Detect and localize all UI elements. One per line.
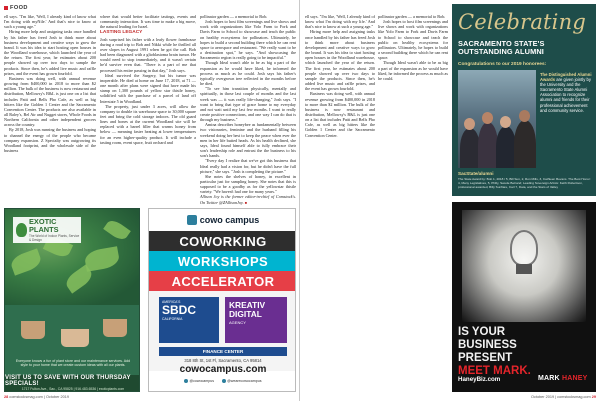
- paragraph: By 2018, Josh was running the business and hoping to channel the energy of the people who became company expansion. Z Specialty was outgrowing its Woodland footprint, and the wholesale side of the business: [4, 127, 96, 154]
- accelerator-band: ACCELERATOR: [149, 271, 296, 291]
- coworking-band: COWORKING: [149, 231, 296, 251]
- lightbulb-base-icon: [516, 264, 532, 274]
- finance-center-bar: FINANCE CENTER: [159, 347, 287, 356]
- ad-address: 1717 Fulton Ave., Sac., CA 95825 | 916.483.6536 | exoticplants.com: [21, 387, 125, 391]
- social-handle-1[interactable]: @cowocampus: [184, 379, 214, 383]
- paragraph: ell says. "I'm like, 'Well, I already kind of know what I'm doing with my life.' And that's nice to know at such a young age.": [305, 14, 375, 30]
- instagram-icon: [184, 379, 188, 383]
- congrats-line: Congratulations to our 2019 honorees:: [458, 62, 547, 67]
- social-handle-2[interactable]: @wearecowocampus: [222, 379, 261, 383]
- paragraph: pollinator garden — a memorial to Bob.: [200, 14, 268, 19]
- section-label-text: FOOD: [10, 5, 28, 11]
- right-page: [301, 0, 600, 401]
- paragraph: She notes the shelves of honey, in excellent in particular just for sampling honey. She notes that this is supposed to be a goodby as for the yellowstar thistle variety. "We haven't had one for many years.": [200, 173, 296, 195]
- plant-pot-icon: [103, 319, 127, 337]
- paragraph: Though Ideal wasn't able to be as big a part of the expansion as he would have liked, he informed the process as much as he could.: [378, 60, 449, 81]
- paragraph: Business was doing well, with annual revenue growing from $400,000 in 2018 to more than $2 million. The bulk of the business is now restaurant and distribution, Mellowsy's B&L is just one on a list that includes Patti and Bells Pho Cafe, as well as big hitters like the Golden 1 Center and the Sacramento Convention Center.: [305, 91, 375, 138]
- author-byline: Allison Joy is the former editor-in-chief of Comstock's. On Twitter @ZAllisonJoy. ■: [200, 194, 296, 205]
- paragraph: where that would better facilitate tastings, events and community interaction. It was time to make a big move, the natural leading for Israel.: [100, 14, 196, 30]
- celebrating-script: Celebrating: [458, 10, 586, 34]
- visit-callout: VISIT US TO SAVE WITH OUR THURSDAY SPECIALS!: [5, 375, 131, 387]
- plant-pot-icon: [21, 321, 45, 339]
- ad-question: IS YOUR BUSINESS PRESENT MEET MARK.: [458, 326, 531, 377]
- award-description: The Distinguished Alumni Awards are given jointly by the University and the Sacramento State Alumni Association to recognize alumni and friends for their professional achievement and community service.: [540, 72, 592, 113]
- leaf-icon: [16, 223, 27, 237]
- article-column-1: [4, 14, 96, 153]
- article-column-2: [100, 14, 196, 145]
- section-marker-icon: [4, 6, 8, 10]
- paragraph: Ideal survived the Surgery, but his tumor was inoperable. He died at home on June 17, 2018, at 71 — one month after plans were signed that have made his stamp on 1,300 pounds of yellow star thistle honey, solidified with the purchase of a parcel of land off Interstate 5 in Woodland.: [100, 72, 196, 104]
- article-column-3: [200, 14, 296, 206]
- ad-footer-bar: [5, 375, 140, 391]
- mark-haney-logo: MARK HANEY: [538, 375, 588, 382]
- workshops-band: WORKSHOPS: [149, 251, 296, 271]
- facebook-icon: [222, 379, 226, 383]
- exotic-plants-ad[interactable]: [4, 208, 140, 392]
- sac-state-alumni-ad[interactable]: [452, 4, 596, 196]
- article-column-4: [305, 14, 375, 138]
- page-folio-right: October 2019 | comstocksmag.com 29: [531, 395, 596, 399]
- paragraph: Josh surprised his father with a leafy flower farmhouse during a road trip to Bob and Nikki while he thrilled all over slopes in August 1991 when he got the call. Bob had been diagnosed with a glioblastoma brain tumor. He would need to stop immediately, and it wasn't certain he'd survive even that. "There is a part of me that processed his entire passing in that day," Josh says.: [100, 36, 196, 73]
- ad-body-text: Everyone knows a fun of plant store and our maintenance services. Add style to your home that we create custom ideas with all our plants.: [15, 359, 131, 368]
- paragraph: Amina describes honeybee as fundamentally between two visionaries, feminine and the husband filling his weekend doing her best to keep the peace when ever the men in her life butted heads. As his health declined, she says, Ideal found himself able to fully embrace their son's leadership role and entrust the the business to his son's hands.: [200, 122, 296, 159]
- paragraph: Josh hopes to host film screenings and live shows and work with organizations like Yolo Farm to Fork and Davis Farm to School to showcase and teach the public on healthy ecosystems for pollinators. Ultimately, he hopes to build a second building there which he can rent space to aerospace and restaurant. "We really want to be a destination spot," he says. "And showcasing the Sacramento region is really going to be impactful.": [200, 19, 296, 61]
- photo-caption: The State Award by: Bob 1, 2018 / 5, Bill Sun, 2, Ron Mills, 3, Cathleen Bevans. The Best Honor: 4, Many Legislatives, 5, Philly, Swede Betrand; Leading Sovereign Artists: Keith Robertson, professional awarded, Billy Sunflare, Carl 7, Data, and the Stars of Valley: [458, 177, 591, 189]
- exotic-plants-logo: EXOTIC PLANTS The World of Indoor Plants, Service & Design: [13, 217, 81, 243]
- haney-website-link[interactable]: HaneyBiz.com: [458, 376, 501, 383]
- cowo-logo-icon: [187, 215, 197, 225]
- honorees-photo: [458, 70, 536, 168]
- paragraph: Josh hopes to host film screenings and live shows and work with organizations like Yolo Farm to Fork and Davis Farm to School to showcase and teach the public on healthy ecosystems for pollinators. Ultimately, he hopes to build a second building there which he can rent space.: [378, 19, 448, 61]
- ad-address: 318 8th St, 1st Fl, Sacramento, CA 95814: [184, 358, 262, 363]
- page-folio-left: 28 comstocksmag.com | October 2019: [4, 395, 69, 399]
- paragraph: ell says. "I'm like, 'Well, I already kind of know what I'm doing with myNile.' And that's nice to know at such a young age.": [4, 14, 96, 30]
- paragraph: Business was doing well, with annual revenue growing from $400,000 in 2018 to more than $2 million. The bulk of the business is now restaurant and distribution, Mellowsy's B&L is just one on a list that includes Patti and Bells Pho Cafe, as well as big hitters like the Golden 1 Center and the Sacramento Convention Center. The products are also available in all Raley's, Bel Air and Nugget stores, Whole Foods in Northern California and other independent grocers across the country.: [4, 75, 96, 128]
- alumni-website-link[interactable]: SacState/alumni: [458, 171, 494, 176]
- article-column-5: [378, 14, 448, 81]
- cowo-website-link[interactable]: cowocampus.com: [179, 364, 267, 375]
- section-label: [4, 5, 28, 11]
- cowo-logo: cowo campus: [149, 213, 296, 227]
- plant-pot-icon: [61, 329, 89, 347]
- paragraph: "Every day I realize that we've got this business that Ideal really had a vision for, but he didn't have the full picture," she says. "Josh is completing the picture.": [200, 158, 296, 174]
- cowo-campus-ad[interactable]: [148, 208, 296, 392]
- social-handles: [149, 379, 296, 383]
- paragraph: The property, just under 3 acres, will allow the company to double its warehouse space to 30,000 square feet and bring the cold storage indoors. The old guard lines and bones at the current Woodland site will be replaced with a barrel filler that warms honey from below — meaning faster heating at lower temperatures for an even higher-quality product. It will include a tasting room, event space, fruit orchard and: [100, 103, 196, 145]
- alumni-headline: SACRAMENTO STATE'S OUTSTANDING ALUMNI: [458, 39, 545, 57]
- sbdc-logo: AMERICA'S SBDC CALIFORNIA: [159, 297, 219, 343]
- end-mark-icon: ■: [244, 200, 248, 205]
- paragraph: Though Ideal wasn't able to be as big a part of the expansion as he would have liked, he informed the process as much as he could. Josh says his father's typically overgrown tree reflected in the months before he died.: [200, 60, 296, 87]
- paragraph: Hiring more help and assigning tasks once handled by his father has freed Josh to think more about business development and creative ways to grow the brand. It was his idea to start hosting open houses in the Woodland warehouse, which launched the year of the return. The first year, he estimates about 200 people showed up over two days to sample the products. Since then, he's added live music and raffle prizes, and the event has grown fourfold.: [4, 29, 96, 76]
- paragraph: "To see him transition physically, mentally and spiritually, in those last couple of months and the last week was — it was really life-changing," Josh says. "I want to bring that type of grace home to my everyday and not wait until my last few months. I want to really create positive connections, and one way I can do that is through my business.": [200, 86, 296, 123]
- lightbulb-icon: [510, 230, 538, 266]
- subhead: LASTING LEGACY: [100, 30, 143, 36]
- paragraph: pollinator garden — a memorial to Bob.: [378, 14, 446, 19]
- kreativ-digital-logo: KREATIV DIGITAL AGENCY: [225, 297, 287, 343]
- paragraph: Hiring more help and assigning tasks once handled by his father has freed Josh to think more about business development and creative ways to grow the brand. It was his idea to start hosting open houses in the Woodland warehouse, which launched the year of the return. The first year, he estimates about 200 people showed up over two days to sample the products. Since then, he's added live music and raffle prizes, and the event has grown fourfold.: [305, 29, 375, 92]
- mark-haney-ad[interactable]: [452, 202, 596, 392]
